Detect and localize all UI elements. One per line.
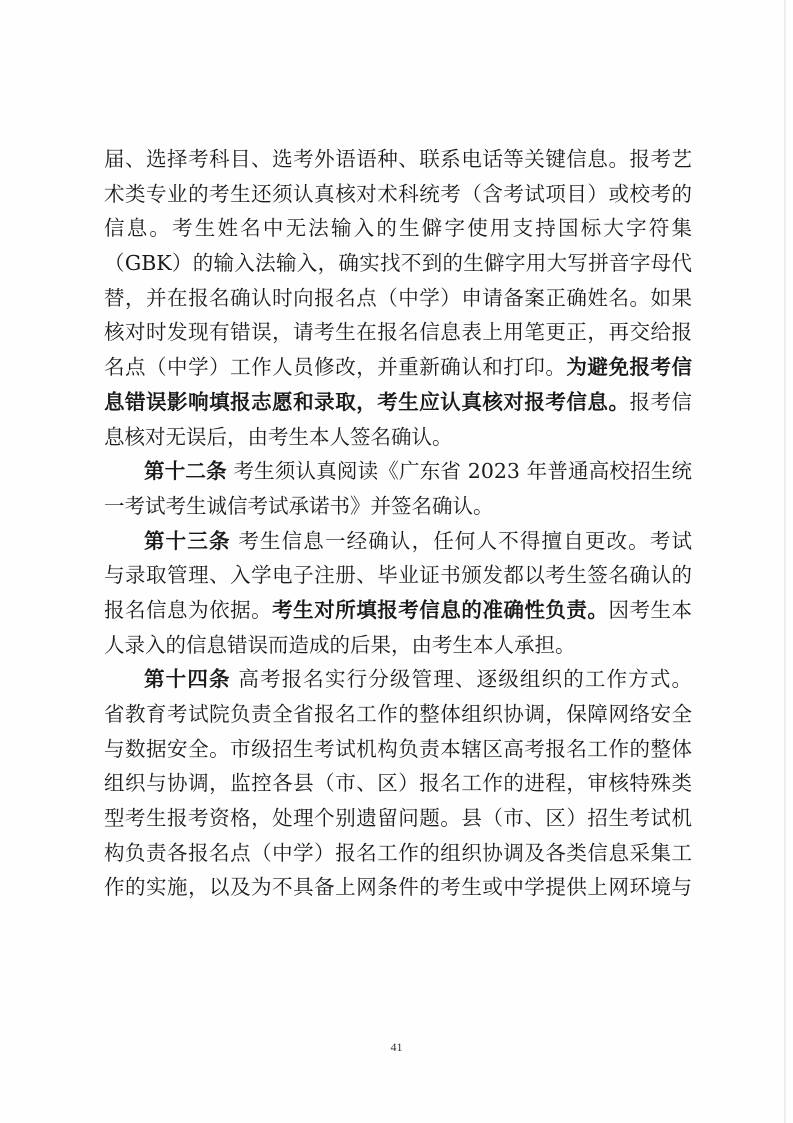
text-run: 报名信息为依据。 (104, 597, 273, 622)
text-line (104, 385, 692, 419)
text-line (104, 662, 692, 696)
text-run: 人录入的信息错误而造成的后果，由考生本人承担。 (104, 632, 576, 657)
text-run: （GBK）的输入法输入，确实找不到的生僻字用大写拼音字母代 (104, 251, 692, 276)
text-line (104, 593, 692, 627)
bold-text-run: 第十二条 (144, 459, 227, 484)
text-line (104, 315, 692, 349)
text-run: 息核对无误后，由考生本人签名确认。 (104, 424, 453, 449)
text-run: 考生须认真阅读《广东省 2023 年普通高校招生统 (226, 459, 692, 484)
text-run: 报考信 (629, 389, 693, 414)
text-line (104, 524, 692, 558)
paragraph (104, 454, 692, 523)
text-line (104, 766, 692, 800)
bold-text-run: 考生对所填报考信息的准确性负责。 (272, 597, 609, 622)
text-line (104, 420, 692, 454)
text-line (104, 801, 692, 835)
page-number: 41 (390, 1040, 403, 1054)
text-run: 核对时发现有错误，请考生在报名信息表上用笔更正，再交给报 (104, 320, 692, 345)
text-run: 与数据安全。市级招生考试机构负责本辖区高考报名工作的整体 (104, 736, 692, 761)
text-run: 组织与协调，监控各县（市、区）报名工作的进程，审核特殊类 (104, 771, 692, 796)
text-line (104, 142, 692, 176)
paragraph (104, 524, 692, 662)
bold-text-run: 第十三条 (144, 528, 231, 553)
text-line (104, 246, 692, 280)
text-line (104, 628, 692, 662)
text-run: 高考报名实行分级管理、逐级组织的工作方式。 (230, 667, 693, 692)
text-run: 替，并在报名确认时向报名点（中学）申请备案正确姓名。如果 (104, 285, 692, 310)
text-line (104, 177, 692, 211)
text-run: 考生信息一经确认，任何人不得擅自更改。考试 (230, 528, 693, 553)
paragraph (104, 662, 692, 904)
text-line (104, 836, 692, 870)
text-line (104, 211, 692, 245)
text-run: 术类专业的考生还须认真核对术科统考（含考试项目）或校考的 (104, 181, 692, 206)
text-line (104, 697, 692, 731)
text-run: 因考生本 (608, 597, 693, 622)
bold-text-run: 第十四条 (144, 667, 231, 692)
paragraph (104, 142, 692, 454)
text-run: 一考试考生诚信考试承诺书》并签名确认。 (104, 493, 494, 518)
text-line (104, 454, 692, 488)
text-run: 名点（中学）工作人员修改，并重新确认和打印。 (104, 355, 567, 380)
text-line (104, 558, 692, 592)
text-line (104, 870, 692, 904)
text-line (104, 350, 692, 384)
bold-text-run: 为避免报考信 (566, 355, 692, 380)
bold-text-run: 息错误影响填报志愿和录取，考生应认真核对报考信息。 (104, 389, 630, 414)
text-run: 届、选择考科目、选考外语语种、联系电话等关键信息。报考艺 (104, 147, 692, 171)
text-run: 与录取管理、入学电子注册、毕业证书颁发都以考生签名确认的 (104, 563, 692, 588)
text-run: 信息。考生姓名中无法输入的生僻字使用支持国标大字符集 (104, 216, 692, 241)
text-run: 省教育考试院负责全省报名工作的整体组织协调，保障网络安全 (104, 702, 692, 726)
text-run: 作的实施，以及为不具备上网条件的考生或中学提供上网环境与 (104, 875, 692, 900)
scan-edge-shadow (784, 0, 786, 1123)
document-body (104, 142, 692, 905)
text-run: 构负责各报名点（中学）报名工作的组织协调及各类信息采集工 (104, 840, 692, 865)
text-run: 型考生报考资格，处理个别遗留问题。县（市、区）招生考试机 (104, 806, 692, 831)
text-line (104, 489, 692, 523)
text-line (104, 732, 692, 766)
text-line (104, 281, 692, 315)
